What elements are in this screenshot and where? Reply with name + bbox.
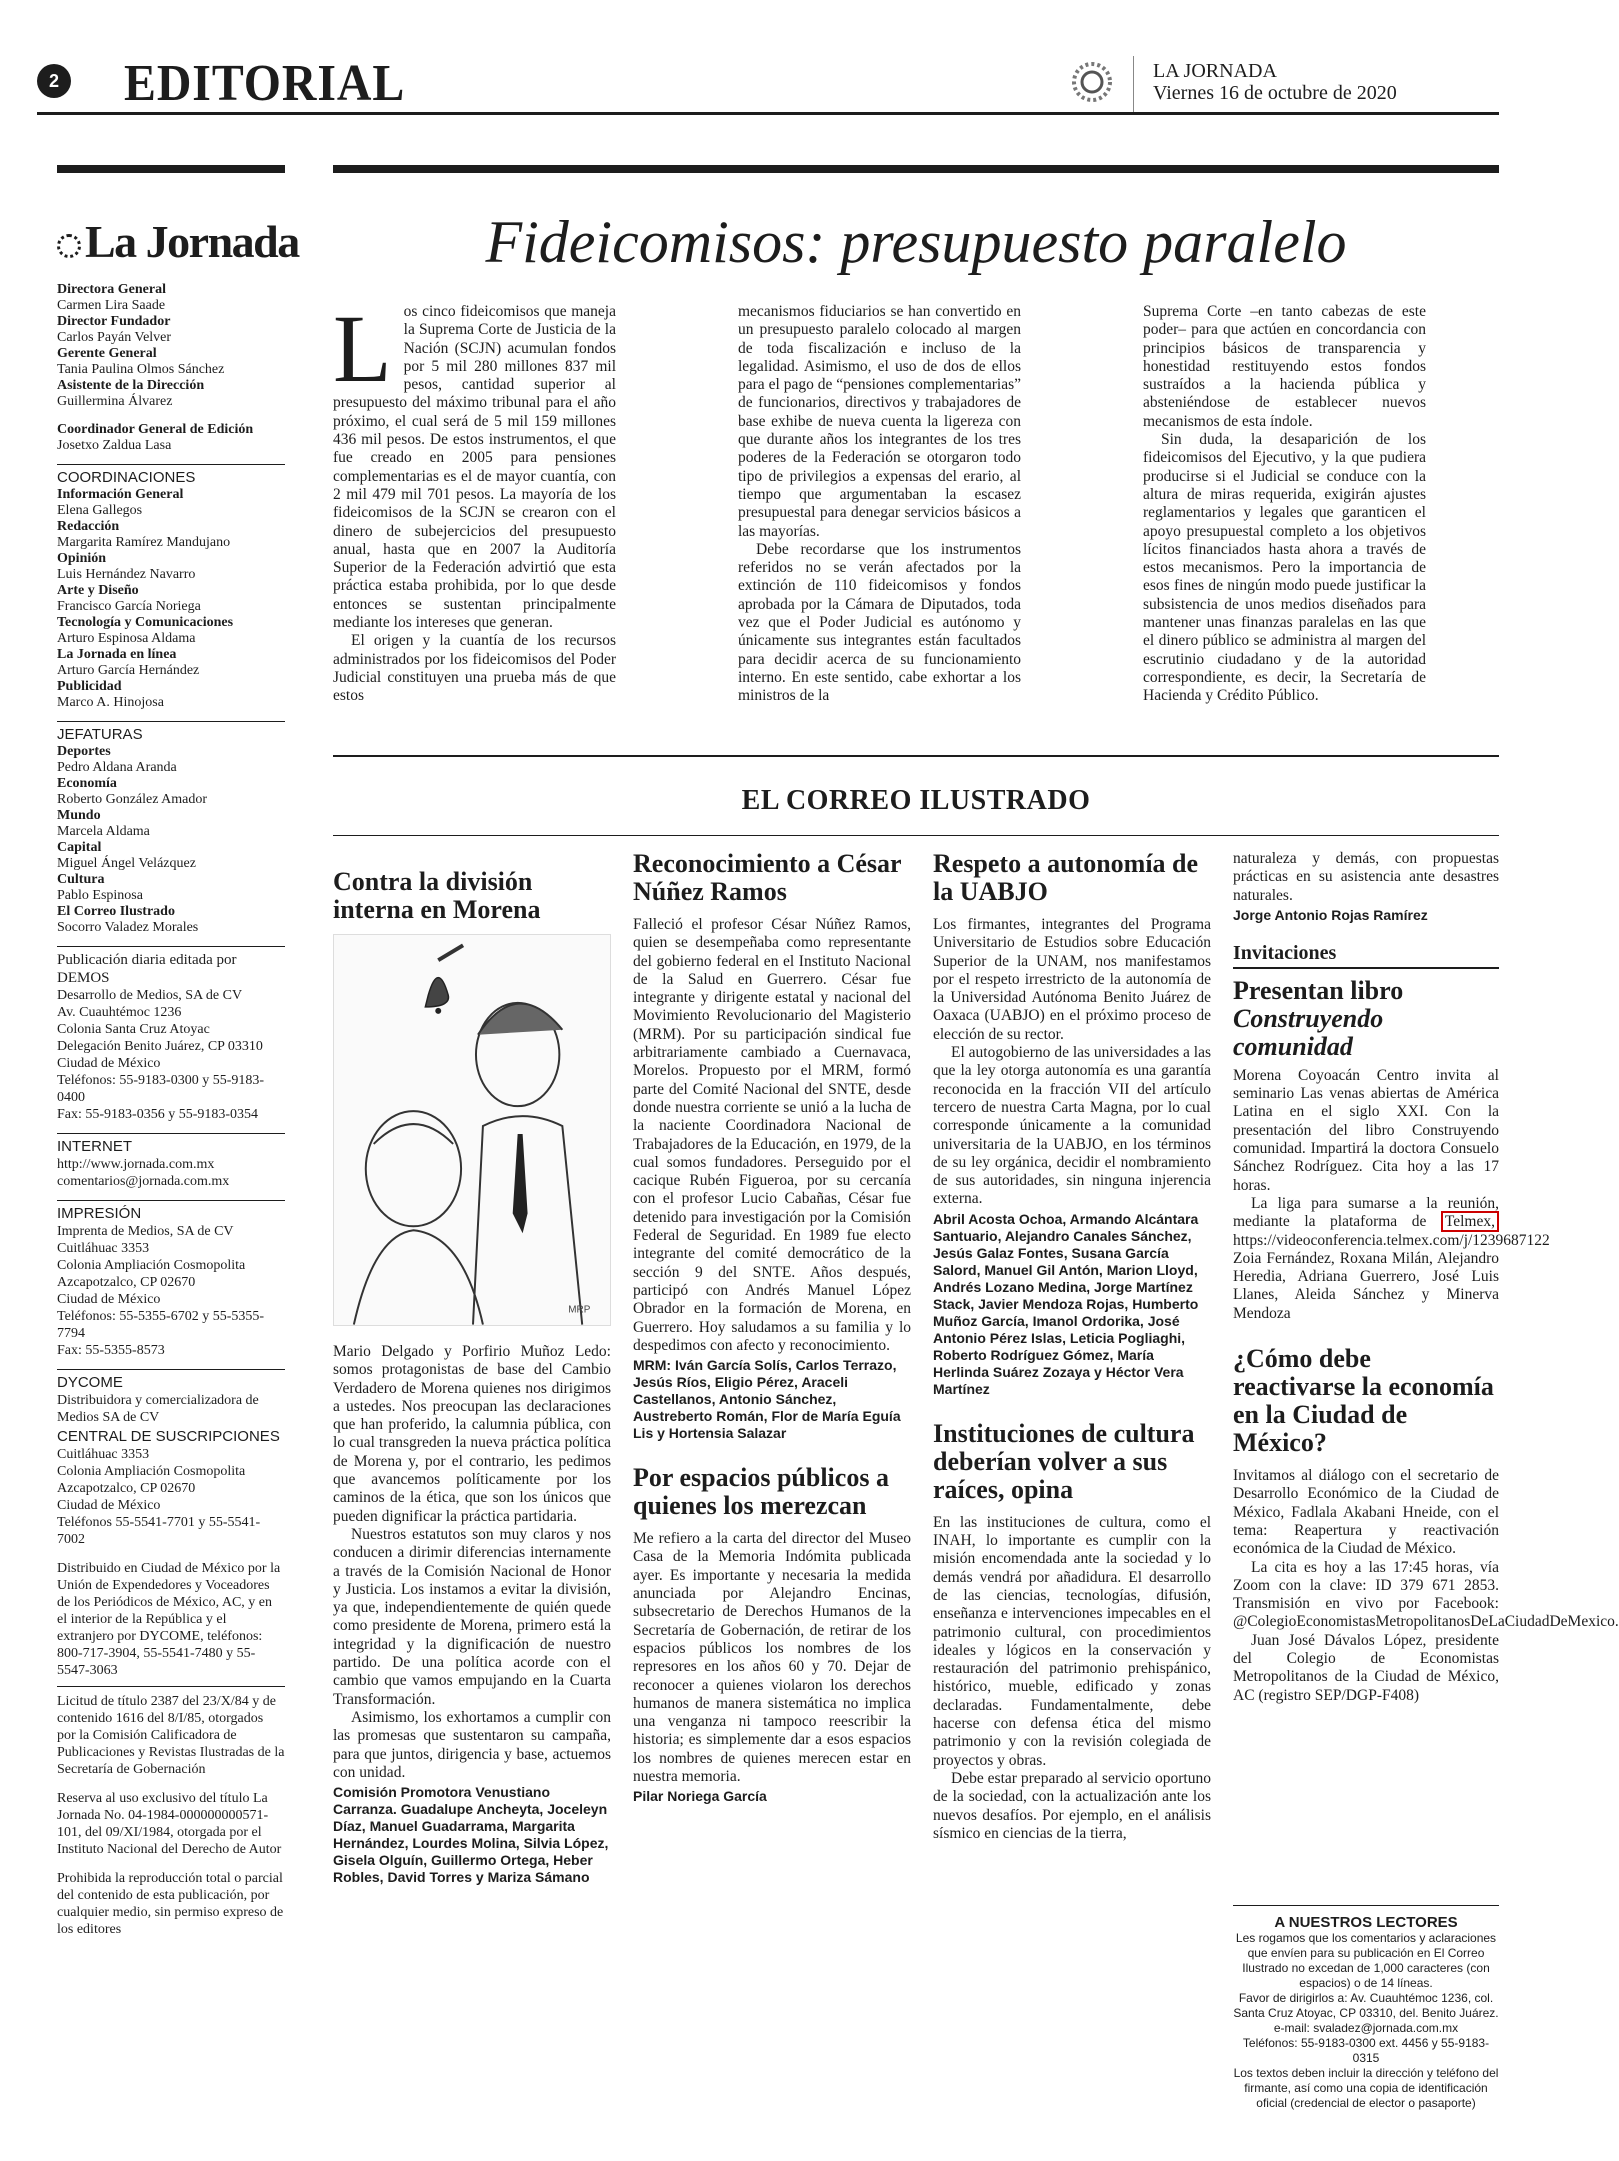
invitation-paragraph: La cita es hoy a las 17:45 horas, vía Zoom con la clave: ID 379 671 2853. Transmisión en vivo por Facebook: @ColegioEconomistasMetropolitanosDeLaCiudadDeMexico. <box>1233 1558 1619 1631</box>
cartoon-illustration <box>333 934 611 1326</box>
editorial-paragraph: Los cinco fideicomisos que maneja la Suprema Corte de Justicia de la Nación (SCJN) acumulan fondos por 5 mil 280 millones 837 mil pesos, cantidad superior al presupuesto del máximo tribunal para el año próximo, el cual será de 5 mil 159 millones 436 mil pesos. De estos instrumentos, el que fue creado en 2005 para pensiones complementarias es el de mayor cuantía, con 2 mil 479 mil 701 pesos. La mayoría de los fideicomisos de la SCJN se crearon con el dinero de subejercicios del presupuesto anual, hasta que en 2007 la Auditoría Superior de la Federación advirtió que esta práctica estaba prohibida, por lo que desde entonces se sustentan principalmente mediante los intereses que generan. <box>333 295 616 632</box>
editorial-paragraph: Debe recordarse que los instrumentos referidos no se verán afectados por la extinción de 110 fideicomisos y fondos aprobada por la Cámara de Diputados, toda vez que el Poder Judicial es autónomo y únicamente sus integrantes están facultados para decidir acerca de su funcionamiento interno. En este sentido, cabe exhortar a los ministros de la <box>738 540 1021 705</box>
staff-list <box>57 282 285 410</box>
licitud-text: Licitud de título 2387 del 23/X/84 y de contenido 1616 del 8/I/85, otorgados por la Comisión Calificadora de Publicaciones y Revistas Ilustradas de la Secretaría de Gobernación <box>57 1694 285 1777</box>
staff-role: Economía <box>57 776 117 791</box>
staff-name: Marcela Aldama <box>57 824 150 839</box>
reserva-text: Reserva al uso exclusivo del título La Jornada No. 04-1984-000000000571-101, del 09/XI/1984, otorgada por el Instituto Nacional del Derecho de Autor <box>57 1791 282 1857</box>
staff-name: Margarita Ramírez Mandujano <box>57 535 231 550</box>
staff-name: Roberto González Amador <box>57 792 208 807</box>
sidebar-rule <box>57 165 285 173</box>
letter-paragraph: Mario Delgado y Porfirio Muñoz Ledo: somos protagonistas de base del Cambio Verdadero de Morena quienes nos dirigimos a ustedes. Nos preocupan las declaraciones que han proferido, la calumnia pública, con lo cual transgreden la nueva práctica política de Morena y, por el contrario, les pedimos que avancemos políticamente por los caminos de la ética, que son los únicos que pueden dignificar la práctica partidaria. <box>333 1343 611 1525</box>
letter-title: Contra la división interna en Morena <box>333 867 541 924</box>
dycome-heading: DYCOME <box>57 1369 285 1392</box>
logo-text: La Jornada <box>85 216 299 267</box>
staff-role: Deportes <box>57 744 111 759</box>
staff-role: Arte y Diseño <box>57 583 139 598</box>
coordinator-name: Josetxo Zaldua Lasa <box>57 438 172 453</box>
staff-name: Marco A. Hinojosa <box>57 695 164 710</box>
invitation-paragraph: Juan José Dávalos López, presidente del Colegio de Economistas Metropolitanos de la Ciudad de México, AC (registro SEP/DGP-F408) <box>1233 1631 1499 1704</box>
staff-name: Carlos Payán Velver <box>57 330 172 345</box>
staff-role: Opinión <box>57 551 107 566</box>
lectores-phones: Teléfonos: 55-9183-0300 ext. 4456 y 55-9183-0315 <box>1242 2036 1490 2065</box>
letter-signature: Comisión Promotora Venustiano Carranza. Guadalupe Ancheyta, Joceleyn Díaz, Manuel Guadarrama, Margarita Hernández, Lourdes Molina, Silvia López, Gisela Olguín, Guillermo Ortega, Heber Robles, David Torres y Mariza Sámano <box>333 1784 609 1886</box>
staff-role: Asistente de la Dirección <box>57 378 205 393</box>
letter-paragraph: En las instituciones de cultura, como el INAH, lo importante es cumplir con la misión encomendada ante la sociedad y lo demás vendrá por añadidura. El desarrollo de las ciencias, tecnologías, difusión, enseñanza e intervenciones impecables en el patrimonio cultural, con procedimientos ideales y lógicos en la conservación y restauración del patrimonio prehispánico, histórico, mueble, edificado y zonas declaradas. Fundamentalmente, debe hacerse con defensa ética del mismo patrimonio y con la revisión colegiada de proyectos y obras. <box>933 1513 1211 1769</box>
suscripciones-heading: CENTRAL DE SUSCRIPCIONES <box>57 1428 280 1445</box>
letter-column-4 <box>1233 850 1619 1705</box>
correo-heading: EL CORREO ILUSTRADO <box>741 785 1091 816</box>
staff-name: Luis Hernández Navarro <box>57 567 196 582</box>
impresion-text: Imprenta de Medios, SA de CV Cuitláhuac 3353 Colonia Ampliación Cosmopolita Azcapotzalco, CP 02670 Ciudad de México Teléfonos: 55-5355-6702 y 55-5355-7794 Fax: 55-5355-8573 <box>57 1224 265 1358</box>
coordinator-role: Coordinador General de Edición <box>57 422 254 437</box>
editorial-bottom-rule <box>333 755 1499 757</box>
editorial-column-2 <box>738 303 1021 706</box>
editorial-title: Fideicomisos: presupuesto paralelo <box>485 209 1347 275</box>
staff-name: Socorro Valadez Morales <box>57 920 199 935</box>
header-divider <box>1133 56 1134 112</box>
logo-sun-icon <box>57 234 81 258</box>
distribucion-text: Distribuido en Ciudad de México por la Unión de Expendedores y Voceadores de los Periódicos de México, AC, y en el interior de la República y el extranjero por DYCOME, teléfonos: 800-717-3904, 55-5541-7480 y 55-5547-3063 <box>57 1561 281 1678</box>
jefaturas-heading: JEFATURAS <box>57 721 285 744</box>
coordinaciones-heading: COORDINACIONES <box>57 464 285 487</box>
staff-box <box>57 282 285 1938</box>
top-rule <box>37 112 1499 115</box>
staff-role: Información General <box>57 487 184 502</box>
coordinaciones-list <box>57 487 285 711</box>
staff-role: Director Fundador <box>57 314 171 329</box>
staff-role: Cultura <box>57 872 105 887</box>
editorial-column-1 <box>333 295 616 706</box>
internet-heading: INTERNET <box>57 1133 285 1156</box>
editorial-paragraph: El origen y la cuantía de los recursos administrados por los fideicomisos del Poder Judicial constituyen una prueba más de que estos <box>333 632 616 705</box>
internet-text: http://www.jornada.com.mx comentarios@jornada.com.mx <box>57 1157 230 1189</box>
letter-column-1 <box>333 850 611 1888</box>
staff-role: Mundo <box>57 808 101 823</box>
letter-signature: Abril Acosta Ochoa, Armando Alcántara Santuario, Alejandro Canales Sánchez, Jesús Galaz Fontes, Susana García Salord, Manuel Gil Antón, Marion Lloyd, Andrés Lozano Medina, Jorge Martínez Stack, Javier Mendoza Rojas, Humberto Muñoz García, Imanol Ordorika, José Antonio Pérez Islas, Leticia Pogliaghi, Roberto Rodríguez Gómez, María Herlinda Suárez Zozaya y Héctor Vera Martínez <box>933 1210 1199 1397</box>
prohibida-text: Prohibida la reproducción total o parcial del contenido de esta publicación, por cualquier medio, sin permiso expreso de los editores <box>57 1871 284 1937</box>
staff-name: Miguel Ángel Velázquez <box>57 856 196 871</box>
lectores-heading: A NUESTROS LECTORES <box>1274 1914 1458 1931</box>
staff-role: Publicidad <box>57 679 122 694</box>
staff-name: Carmen Lira Saade <box>57 298 166 313</box>
staff-name: Pedro Aldana Aranda <box>57 760 177 775</box>
invitaciones-heading: Invitaciones <box>1233 936 1499 969</box>
letter-paragraph: Falleció el profesor César Núñez Ramos, quien se desempeñaba como representante del gobierno federal en el Instituto Nacional de la Salud en Guerrero. César fue integrante y dirigente estatal y nacional del Movimiento Revolucionario del Magisterio (MRM). Por su participación sindical fue arbitrariamente cambiado a Cuernavaca, Morelos. Propuesto por el MRM, formó parte del Comité Nacional del SNTE, desde donde nuestra corriente se unió a la lucha de la naciente Coordinadora Nacional de Trabajadores de la Educación, en 1979, de la cual somos fundadores. Perseguido por el cacique Rubén Figueroa, por su cercanía con el profesor Lucio Cabañas, César fue detenido para investigación por la Comisión Federal de Seguridad. En 1989 fue electo integrante del comité democrático de la sección 9 del SNTE. Años después, participó con Andrés Manuel López Obrador en la formación de Morena, en Guerrero. Hoy saludamos a su familia y lo despedimos con afecto y reconocimiento. <box>633 916 911 1354</box>
staff-role: Capital <box>57 840 102 855</box>
staff-name: Arturo Espinosa Aldama <box>57 631 196 646</box>
letter-paragraph: Nuestros estatutos son muy claros y nos conducen a dirimir diferencias internamente a través de la Comisión Nacional de Honor y Justicia. Los instamos a evitar la división, ya que, independientemente de quién quede como presidente de Morena, primero está la integridad y la dignificación de nuestro partido. De una política acorde con el cambio que vamos empujando en la Cuarta Transformación. <box>333 1525 611 1708</box>
invitation-paragraph: La liga para sumarse a la reunión, mediante la plataforma de Telmex, https://videoconferencia.telmex.com/j/1239687122 <box>1233 1194 1550 1249</box>
telmex-highlight: Telmex, <box>1441 1211 1499 1232</box>
staff-role: Gerente General <box>57 346 157 361</box>
lectores-box <box>1233 1905 1499 2111</box>
letter-paragraph: Debe estar preparado al servicio oportuno de la sociedad, con la actualización ante los nuevos desafíos. Por ejemplo, en el análisis sísmico en ciencias de la tierra, <box>933 1769 1211 1842</box>
dycome-text: Distribuidora y comercializadora de Medios SA de CV <box>57 1393 259 1425</box>
staff-role: Tecnología y Comunicaciones <box>57 615 234 630</box>
invitation-paragraph: Morena Coyoacán Centro invita al seminario Las venas abiertas de América Latina en el siglo XXI. Con la presentación del libro Construyendo comunidad. Impartirá la doctora Consuelo Sánchez Rodríguez. Cita hoy a las 17 horas. <box>1233 1066 1499 1194</box>
publication-name: LA JORNADA <box>1153 60 1277 82</box>
staff-name: Pablo Espinosa <box>57 888 143 903</box>
correo-rule <box>333 835 1499 836</box>
lectores-text: Les rogamos que los comentarios y aclaraciones que envíen para su publicación en El Correo Ilustrado no excedan de 1,000 caracteres (con espacios) o de 14 líneas. <box>1235 1931 1497 1990</box>
letter-paragraph: Asimismo, los exhortamos a cumplir con las promesas que sustentaron su campaña, para que juntos, dirigencia y base, actuemos con unidad. <box>333 1708 611 1781</box>
staff-name: Francisco García Noriega <box>57 599 201 614</box>
staff-name: Tania Paulina Olmos Sánchez <box>57 362 225 377</box>
impresion-heading: IMPRESIÓN <box>57 1200 285 1223</box>
letter-paragraph: El autogobierno de las universidades a las que la ley otorga autonomía es una garantía reconocida en la fracción VII del artículo tercero de nuestra Carta Magna, por lo cual corresponde únicamente a la comunidad universitaria de la UABJO, en los términos de su ley orgánica, decidir el nombramiento de sus autoridades, sin ninguna injerencia externa. <box>933 1044 1211 1208</box>
staff-name: Elena Gallegos <box>57 503 143 518</box>
publicacion-text: Desarrollo de Medios, SA de CV Av. Cuauhtémoc 1236 Colonia Santa Cruz Atoyac Delegación Benito Juárez, CP 03310 Ciudad de México Teléfonos: 55-9183-0300 y 55-9183-0400 Fax: 55-9183-0356 y 55-9183-0354 <box>57 988 265 1122</box>
publicacion-heading: Publicación diaria editada por DEMOS <box>57 946 285 987</box>
page-number: 2 <box>37 64 71 98</box>
staff-role: Directora General <box>57 282 166 297</box>
la-jornada-logo <box>57 215 299 268</box>
invitation-title: Presentan libro Construyendo comunidad <box>1233 975 1404 1061</box>
lectores-email: e-mail: svaladez@jornada.com.mx <box>1273 2021 1459 2035</box>
letter-title: Respeto a autonomía de la UABJO <box>933 849 1199 906</box>
invitation-paragraph: Invitamos al diálogo con el secretario de Desarrollo Económico de la Ciudad de México, Fadlala Akabani Hneide, con el tema: Reapertura y reactivación económica de la Ciudad de México. <box>1233 1467 1499 1558</box>
section-title: EDITORIAL <box>124 55 406 112</box>
invitation-title: ¿Cómo debe reactivarse la economía en la Ciudad de México? <box>1233 1344 1494 1458</box>
drop-cap: L <box>333 295 392 402</box>
letter-paragraph: Los firmantes, integrantes del Programa Universitario de Estudios sobre Educación Superior de la UNAM, nos manifestamos por el respeto irrestricto de la autonomía de la Universidad Autónoma Benito Juárez de Oaxaca (UABJO) en el próximo proceso de elección de su rector. <box>933 916 1211 1043</box>
editorial-paragraph: Sin duda, la desaparición de los fideicomisos del Ejecutivo, y la que pudiera producirse si el Judicial se conduce con la altura de miras requerida, exigirán ajustes reglamentarios y legales que garanticen el apoyo presupuestal completo a los objetivos lícitos financiados hasta ahora a través de estos mecanismos. Pero la importancia de esos fines de ningún modo puede justificar la subsistencia de unos medios diseñados para mantener unas finanzas paralelas en las que el dinero público se administra al margen del escrutinio ciudadano y de la autoridad correspondiente, es decir, la Secretaría de Hacienda y Crédito Público. <box>1143 431 1426 705</box>
letter-signature: Pilar Noriega García <box>633 1788 767 1805</box>
letter-signature: MRM: Iván García Solís, Carlos Terrazo, Jesús Ríos, Eligio Pérez, Araceli Castellanos, Antonio Sánchez, Austreberto Román, Flor de María Eguía Lis y Hortensia Salazar <box>633 1357 901 1442</box>
jefaturas-list <box>57 744 285 936</box>
editorial-paragraph: mecanismos fiduciarios se han convertido en un presupuesto paralelo colocado al margen de toda fiscalización e incluso de la legalidad. Asimismo, el uso de dos de ellos para el pago de “pensiones complementarias” de funcionarios, directivos y trabajadores de base exhibe de nueva cuenta la ligereza con que durante años los integrantes de los tres poderes de la Federación se otorgaron todo tipo de privilegios a expensas del erario, al tiempo que argumentaban la escasez presupuestal para denegar servicios básicos a las mayorías. <box>738 303 1021 540</box>
letter-title: Reconocimiento a César Núñez Ramos <box>633 849 902 906</box>
letter-column-2 <box>633 850 911 1807</box>
letter-signature: Jorge Antonio Rojas Ramírez <box>1233 906 1428 923</box>
publication-date: Viernes 16 de octubre de 2020 <box>1153 82 1397 104</box>
staff-role: Redacción <box>57 519 120 534</box>
lectores-text: Los textos deben incluir la dirección y teléfono del firmante, así como una copia de identificación oficial (credencial de elector o pasaporte) <box>1233 2066 1499 2110</box>
editorial-rule <box>333 165 1499 173</box>
editorial-paragraph: Suprema Corte –en tanto cabezas de este poder– para que actúen en concordancia con principios básicos de transparencia y honestidad restituyendo estos fondos sustraídos a la hacienda pública y absteniéndose de establecer nuevos mecanismos de esta índole. <box>1143 303 1426 430</box>
svg-text:MRP: MRP <box>568 1304 591 1316</box>
staff-name: Guillermina Álvarez <box>57 394 173 409</box>
jornada-sun-icon <box>1068 58 1116 106</box>
letter-paragraph: Me refiero a la carta del director del Museo Casa de la Memoria Indómita publicada ayer. Es importante y necesaria la medida anunciada por Alejandro Encinas, subsecretario de Derechos Humanos de la Secretaría de Gobernación, de retirar de los espacios públicos los nombres de los represores en los años 60 y 70. Dejar de reconocer a quienes violaron los derechos humanos de manera sistemática no implica una venganza ni tampoco reescribir la historia; es simplemente dar a esos espacios los nombres de quienes merecen estar en nuestra memoria. <box>633 1530 911 1785</box>
staff-role: La Jornada en línea <box>57 647 177 662</box>
staff-name: Arturo García Hernández <box>57 663 200 678</box>
editorial-column-3 <box>1143 303 1426 706</box>
letter-paragraph: naturaleza y demás, con propuestas prácticas en su asistencia ante desastres naturales. <box>1233 850 1499 904</box>
letter-column-3 <box>933 850 1211 1843</box>
invitation-signature: Zoia Fernández, Roxana Milán, Alejandro Heredia, Adriana Guerrero, José Luis Llanes, Aleida Sánchez y Minerva Mendoza <box>1233 1249 1499 1322</box>
letter-title: Instituciones de cultura deberían volver a sus raíces, opina <box>933 1418 1195 1504</box>
letter-title: Por espacios públicos a quienes los merezcan <box>633 1463 889 1521</box>
staff-role: El Correo Ilustrado <box>57 904 175 919</box>
suscripciones-text: Cuitláhuac 3353 Colonia Ampliación Cosmopolita Azcapotzalco, CP 02670 Ciudad de México Teléfonos 55-5541-7701 y 55-5541-7002 <box>57 1447 261 1547</box>
lectores-text: Favor de dirigirlos a: Av. Cuauhtémoc 1236, col. Santa Cruz Atoyac, CP 03310, del. Benito Juárez. <box>1233 1991 1499 2020</box>
